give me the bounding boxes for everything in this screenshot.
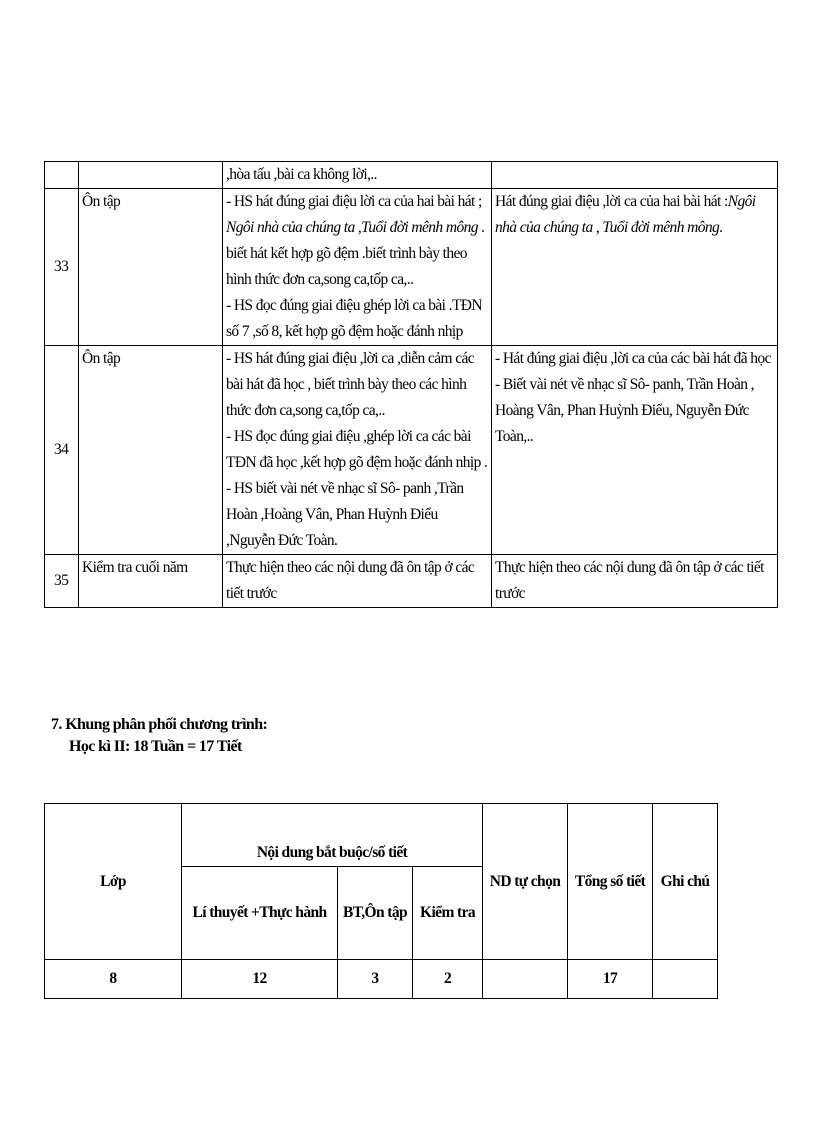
cell-total-periods: 17 — [568, 960, 653, 999]
section-subtitle: Học kì II: 18 Tuần = 17 Tiết — [69, 738, 242, 755]
lesson-content-text: Ngôi nhà của chúng ta ,Tuổi đời mênh mông — [226, 219, 478, 236]
cell-optional-content — [483, 960, 568, 999]
cell-theory-practice: 12 — [182, 960, 338, 999]
lesson-requirement — [492, 346, 778, 555]
lesson-requirement — [492, 555, 778, 608]
lesson-topic: Ôn tập — [79, 346, 223, 555]
lesson-content — [223, 189, 492, 346]
lesson-content-text: . biết hát kết hợp gõ đệm .biết trình bày theo hình thức đơn ca,song ca,tốp ca,.. — [226, 219, 485, 288]
lesson-topic — [79, 162, 223, 189]
section-heading — [51, 714, 267, 758]
lesson-requirement-text: Thực hiện theo các nội dung đã ôn tập ở các tiết trước — [495, 559, 764, 602]
lesson-requirement-text: Ngôi nhà của chúng ta , Tuổi đời mênh mông — [495, 193, 756, 236]
header-theory-practice: Lí thuyết +Thực hành — [182, 867, 338, 960]
lesson-content-text: - HS đọc đúng giai điệu ghép lời ca bài .TĐN số 7 ,số 8, kết hợp gõ đệm hoặc đánh nhịp — [226, 297, 482, 340]
header-lop: Lớp — [45, 804, 182, 960]
table-row — [45, 555, 778, 608]
table-row — [45, 189, 778, 346]
lesson-number — [45, 162, 79, 189]
lesson-topic: Ôn tập — [79, 189, 223, 346]
lesson-requirement-text: - Biết vài nét về nhạc sĩ Sô- panh, Trần Hoàn , Hoàng Vân, Phan Huỳnh Điểu, Nguyễn Đức Toàn,.. — [495, 376, 754, 445]
lesson-topic: Kiểm tra cuối năm — [79, 555, 223, 608]
header-optional-content: ND tự chọn — [483, 804, 568, 960]
header-total-periods: Tổng số tiết — [568, 804, 653, 960]
lesson-content-text: Thực hiện theo các nội dung đã ôn tập ở các tiết trước — [226, 559, 475, 602]
header-review: BT,Ôn tập — [338, 867, 413, 960]
lesson-number: 34 — [45, 346, 79, 555]
lesson-number: 33 — [45, 189, 79, 346]
lesson-requirement — [492, 162, 778, 189]
lesson-content-text: ,hòa tấu ,bài ca không lời,.. — [226, 166, 377, 183]
lesson-content — [223, 555, 492, 608]
lesson-requirement-text: Hát đúng giai điệu ,lời ca của hai bài hát : — [495, 193, 728, 210]
cell-notes — [653, 960, 718, 999]
table-row — [45, 162, 778, 189]
cell-review: 3 — [338, 960, 413, 999]
lesson-content-text: - HS đọc đúng giai điệu ,ghép lời ca các bài TĐN đã học ,kết hợp gõ đệm hoặc đánh nhịp . — [226, 428, 488, 471]
lesson-content-text: - HS hát đúng giai điệu lời ca của hai bài hát ; — [226, 193, 482, 210]
lesson-content — [223, 162, 492, 189]
program-frame-table — [44, 803, 718, 999]
cell-lop: 8 — [45, 960, 182, 999]
lesson-requirement — [492, 189, 778, 346]
lesson-number: 35 — [45, 555, 79, 608]
lesson-requirement-text: - Hát đúng giai điệu ,lời ca của các bài hát đã học — [495, 350, 771, 367]
lesson-content-text: - HS biết vài nét về nhạc sĩ Sô- panh ,Trần Hoàn ,Hoàng Vân, Phan Huỳnh Điểu ,Nguyễn Đức Toàn. — [226, 480, 464, 549]
header-required-content: Nội dung bắt buộc/số tiết — [182, 804, 483, 867]
lesson-plan-body — [45, 162, 778, 608]
table-row — [45, 346, 778, 555]
header-notes: Ghi chú — [653, 804, 718, 960]
lesson-content-text: - HS hát đúng giai điệu ,lời ca ,diễn cảm các bài hát đã học , biết trình bày theo các hình thức đơn ca,song ca,tốp ca,.. — [226, 350, 475, 419]
lesson-plan-table — [44, 161, 778, 608]
section-title: 7. Khung phân phối chương trình: — [51, 716, 268, 733]
header-test: Kiểm tra — [413, 867, 483, 960]
lesson-requirement-text: . — [719, 219, 723, 236]
table-row — [45, 960, 718, 999]
cell-test: 2 — [413, 960, 483, 999]
lesson-content — [223, 346, 492, 555]
